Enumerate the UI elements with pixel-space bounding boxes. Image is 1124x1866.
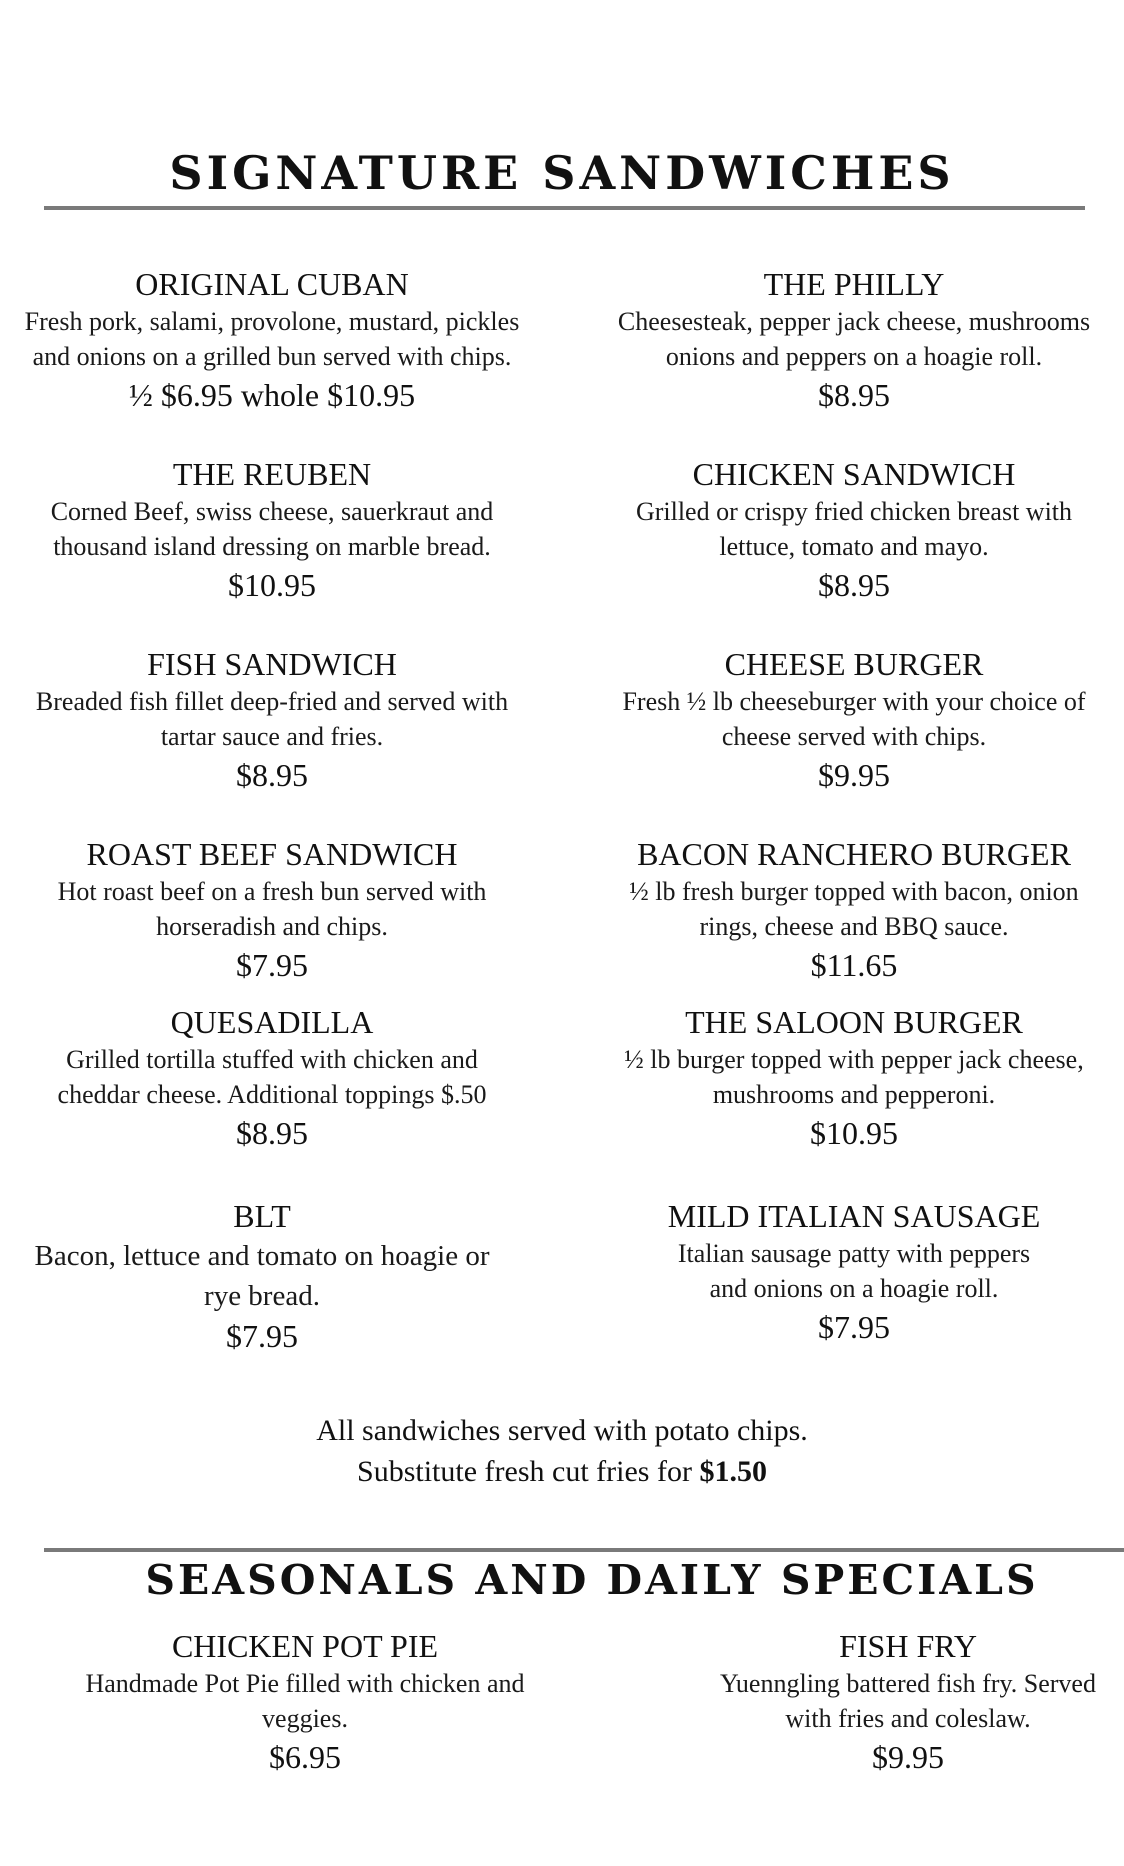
- item-price: $8.95: [818, 377, 890, 413]
- menu-item: [574, 454, 1124, 605]
- item-name: FISH SANDWICH: [147, 646, 397, 682]
- menu-item: [0, 454, 552, 605]
- divider-rule: [44, 206, 1085, 210]
- item-description: Italian sausage patty with peppers and onions on a hoagie roll.: [677, 1239, 1031, 1303]
- item-name: QUESADILLA: [170, 1004, 374, 1040]
- item-name: THE SALOON BURGER: [685, 1004, 1023, 1040]
- item-name: FISH FRY: [839, 1628, 977, 1664]
- menu-item: [0, 834, 552, 985]
- item-description: ½ lb fresh burger topped with bacon, onion rings, cheese and BBQ sauce.: [629, 877, 1079, 941]
- note-line-1: All sandwiches served with potato chips.: [316, 1414, 808, 1447]
- item-description: Corned Beef, swiss cheese, sauerkraut and thousand island dressing on marble bread.: [50, 497, 494, 561]
- item-price: $8.95: [236, 757, 308, 793]
- section-title-signature-sandwiches: SIGNATURE SANDWICHES: [169, 146, 955, 200]
- item-description: Bacon, lettuce and tomato on hoagie or rye bread.: [34, 1240, 490, 1312]
- item-price: $10.95: [810, 1115, 898, 1151]
- menu-item: [574, 834, 1124, 985]
- section-title-seasonals: SEASONALS AND DAILY SPECIALS: [145, 1556, 1039, 1604]
- item-name: MILD ITALIAN SAUSAGE: [667, 1198, 1041, 1234]
- menu-item: [574, 644, 1124, 795]
- item-name: ROAST BEEF SANDWICH: [86, 836, 458, 872]
- menu-item: [0, 1196, 542, 1356]
- item-name: ORIGINAL CUBAN: [135, 266, 409, 302]
- item-price: $10.95: [228, 567, 316, 603]
- note-line-2: [0, 1451, 1124, 1492]
- menu-item: [628, 1626, 1124, 1777]
- item-price: $8.95: [818, 567, 890, 603]
- fries-substitute-price: $1.50: [699, 1455, 767, 1488]
- item-name: THE REUBEN: [172, 456, 372, 492]
- item-description: Hot roast beef on a fresh bun served with horseradish and chips.: [57, 877, 487, 941]
- menu-item: [574, 1196, 1124, 1347]
- item-description: Grilled tortilla stuffed with chicken and cheddar cheese. Additional toppings $.50: [57, 1045, 487, 1109]
- item-name: CHEESE BURGER: [724, 646, 984, 682]
- item-description: Breaded fish fillet deep-fried and served with tartar sauce and fries.: [35, 687, 509, 751]
- item-name: CHICKEN SANDWICH: [692, 456, 1016, 492]
- item-price: ½ $6.95 whole $10.95: [128, 377, 416, 413]
- divider-rule: [44, 1548, 1124, 1552]
- item-name: CHICKEN POT PIE: [171, 1628, 439, 1664]
- menu-item: [0, 264, 552, 415]
- item-price: $8.95: [236, 1115, 308, 1151]
- item-price: $7.95: [818, 1309, 890, 1345]
- item-description: Handmade Pot Pie filled with chicken and veggies.: [85, 1669, 525, 1733]
- item-description: ½ lb burger topped with pepper jack cheese, mushrooms and pepperoni.: [624, 1045, 1084, 1109]
- item-price: $7.95: [226, 1318, 298, 1354]
- item-description: Fresh pork, salami, provolone, mustard, pickles and onions on a grilled bun served with chips.: [24, 307, 520, 371]
- item-name: BACON RANCHERO BURGER: [637, 836, 1071, 872]
- item-price: $9.95: [818, 757, 890, 793]
- sandwich-note: [0, 1410, 1124, 1492]
- item-name: BLT: [233, 1198, 291, 1234]
- item-description: Cheesesteak, pepper jack cheese, mushrooms onions and peppers on a hoagie roll.: [617, 307, 1091, 371]
- menu-item: [574, 1002, 1124, 1153]
- item-name: THE PHILLY: [763, 266, 945, 302]
- menu-item: [0, 644, 552, 795]
- menu-item: [25, 1626, 585, 1777]
- item-description: Fresh ½ lb cheeseburger with your choice of cheese served with chips.: [622, 687, 1086, 751]
- menu-item: [574, 264, 1124, 415]
- menu-item: [0, 1002, 552, 1153]
- item-price: $7.95: [236, 947, 308, 983]
- note-text: Substitute fresh cut fries for: [357, 1455, 700, 1488]
- item-price: $11.65: [810, 947, 898, 983]
- item-description: Grilled or crispy fried chicken breast with lettuce, tomato and mayo.: [635, 497, 1073, 561]
- item-price: $9.95: [872, 1739, 944, 1775]
- item-price: $6.95: [269, 1739, 341, 1775]
- item-description: Yuenngling battered fish fry. Served with fries and coleslaw.: [720, 1669, 1096, 1733]
